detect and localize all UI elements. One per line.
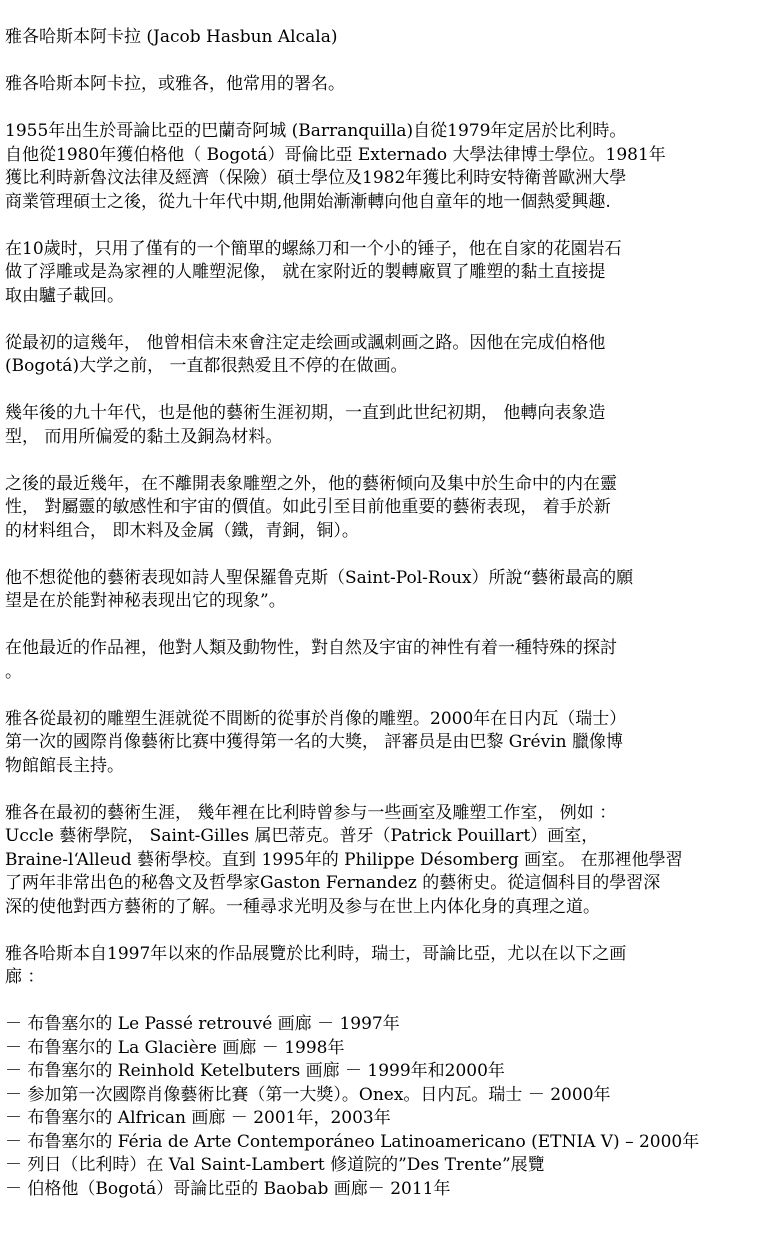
paragraph-line: 深的使他對西方藝術的了解。一種尋求光明及参与在世上内体化身的真理之道。: [5, 896, 600, 917]
paragraph-spacer: [5, 919, 727, 943]
paragraph-line: 他不想從他的藝術表现如詩人聖保羅鲁克斯（Saint-Pol-Roux）所說“藝術最高的願: [5, 567, 634, 588]
paragraph-line: 從最初的這幾年， 他曾相信未來會注定走绘画或諷刺画之路。因他在完成伯格他: [5, 332, 606, 353]
paragraph-line: (Bogotá)大学之前， 一直都很熱爱且不停的在做画。: [5, 356, 408, 376]
paragraph-spacer: [5, 778, 727, 802]
paragraph-spacer: [5, 614, 727, 638]
paragraph-line: 自他從1980年獲伯格他（ Bogotá）哥倫比亞 Externado 大學法律博士學位。1981年: [5, 144, 666, 165]
paragraph-line: Braine-l‘Alleud 藝術學校。直到 1995年的 Philippe Désomberg 画室。 在那裡他學習: [5, 849, 683, 870]
paragraph-line: 第一次的國際肖像藝術比赛中獲得第一名的大獎， 評審员是由巴黎 Grévin 臘像博: [5, 732, 623, 752]
document-body: [5, 26, 727, 1201]
paragraph-line: 雅各從最初的雕塑生涯就從不間断的從事於肖像的雕塑。2000年在日内瓦（瑞士）: [5, 708, 627, 729]
paragraph: [5, 120, 727, 214]
exhibition-item: － 布鲁塞尔的 Le Passé retrouvé 画廊 － 1997年: [5, 1014, 400, 1034]
paragraph-line: 之後的最近幾年，在不離開表象雕塑之外，他的藝術倾向及集中於生命中的内在靈: [5, 473, 617, 494]
paragraph-spacer: [5, 379, 727, 403]
paragraph-spacer: [5, 449, 727, 473]
paragraph-line: 商業管理碩士之後，從九十年代中期,他開始漸漸轉向他自童年的地一個熱愛興趣.: [5, 191, 611, 212]
exhibition-item: － 布鲁塞尔的 Reinhold Ketelbuters 画廊 － 1999年和2000年: [5, 1061, 505, 1081]
paragraph: [5, 73, 727, 97]
paragraph-line: 幾年後的九十年代，也是他的藝術生涯初期，一直到此世纪初期， 他轉向表象造: [5, 403, 606, 423]
paragraph-line: 雅各在最初的藝術生涯， 幾年裡在比利時曾参与一些画室及雕塑工作室， 例如 ：: [5, 802, 617, 823]
paragraph-line: 做了浮雕或是為家裡的人雕塑泥像， 就在家附近的製轉廠買了雕塑的黏土直接提: [5, 262, 606, 282]
paragraph-line: 。: [5, 661, 22, 682]
exhibition-item: － 伯格他（Bogotá）哥論比亞的 Baobab 画廊－ 2011年: [5, 1178, 451, 1199]
paragraph: [5, 332, 727, 379]
document-title: 雅各哈斯本阿卡拉 (Jacob Hasbun Alcala): [5, 27, 338, 47]
paragraph-spacer: [5, 308, 727, 332]
paragraphs: [5, 73, 727, 1013]
paragraph-line: 取由驢子載回。: [5, 285, 124, 306]
paragraph-spacer: [5, 684, 727, 708]
paragraph-line: 物館館長主持。: [5, 755, 124, 776]
paragraph-line: 在10歲时，只用了僅有的一个簡單的螺絲刀和一个小的锤子，他在自家的花園岩石: [5, 238, 622, 259]
paragraph: [5, 708, 727, 779]
paragraph-line: 望是在於能對神秘表现出它的现象”。: [5, 591, 286, 611]
exhibition-item: － 布鲁塞尔的 La Glacière 画廊 － 1998年: [5, 1037, 345, 1058]
paragraph-line: 雅各哈斯本阿卡拉，或雅各，他常用的署名。: [5, 74, 345, 94]
paragraph-spacer: [5, 97, 727, 121]
paragraph-line: 的材料组合， 即木料及金属（鐵，青銅，铜）。: [5, 520, 359, 541]
paragraph-line: 性， 對屬靈的敏感性和宇宙的價值。如此引至目前他重要的藝術表现， 着手於新: [5, 497, 611, 517]
exhibition-item: － 布鲁塞尔的 Alfrican 画廊 － 2001年，2003年: [5, 1108, 391, 1128]
paragraph-spacer: [5, 50, 727, 74]
paragraph-spacer: [5, 990, 727, 1014]
exhibition-item: － 参加第一次國際肖像藝術比賽（第一大獎）。Onex。日内瓦。瑞士 － 2000年: [5, 1084, 611, 1105]
paragraph-line: 在他最近的作品裡，他對人類及動物性，對自然及宇宙的神性有着一種特殊的探討: [5, 638, 617, 658]
paragraph-line: 雅各哈斯本自1997年以來的作品展覽於比利時，瑞士，哥論比亞，尤以在以下之画: [5, 943, 627, 964]
paragraph: [5, 802, 727, 920]
paragraph-spacer: [5, 214, 727, 238]
paragraph-line: Uccle 藝術學院， Saint-Gilles 属巴蒂克。普牙（Patrick Pouillart）画室，: [5, 826, 599, 846]
exhibition-item: － 布鲁塞尔的 Féria de Arte Contemporáneo Latinoamericano (ETNIA V) – 2000年: [5, 1131, 700, 1152]
paragraph: [5, 238, 727, 309]
paragraph-line: 獲比利時新魯汶法律及經濟（保險）碩士學位及1982年獲比利時安特衛普歐洲大學: [5, 168, 627, 188]
paragraph: [5, 943, 727, 990]
paragraph-line: 1955年出生於哥論比亞的巴蘭奇阿城 (Barranquilla)自從1979年定居於比利時。: [5, 121, 627, 141]
paragraph: [5, 402, 727, 449]
paragraph-spacer: [5, 543, 727, 567]
paragraph: [5, 473, 727, 544]
exhibition-list: [5, 1013, 727, 1201]
paragraph-line: 了两年非常出色的秘魯文及哲學家Gaston Fernandez 的藝術史。從這個科目的學習深: [5, 873, 661, 893]
paragraph-line: 廊 ：: [5, 967, 45, 987]
paragraph: [5, 637, 727, 684]
exhibition-item: － 列日（比利時）在 Val Saint-Lambert 修道院的”Des Trente”展覽: [5, 1155, 545, 1175]
paragraph-line: 型， 而用所偏爱的黏土及銅為材料。: [5, 426, 283, 447]
paragraph: [5, 567, 727, 614]
